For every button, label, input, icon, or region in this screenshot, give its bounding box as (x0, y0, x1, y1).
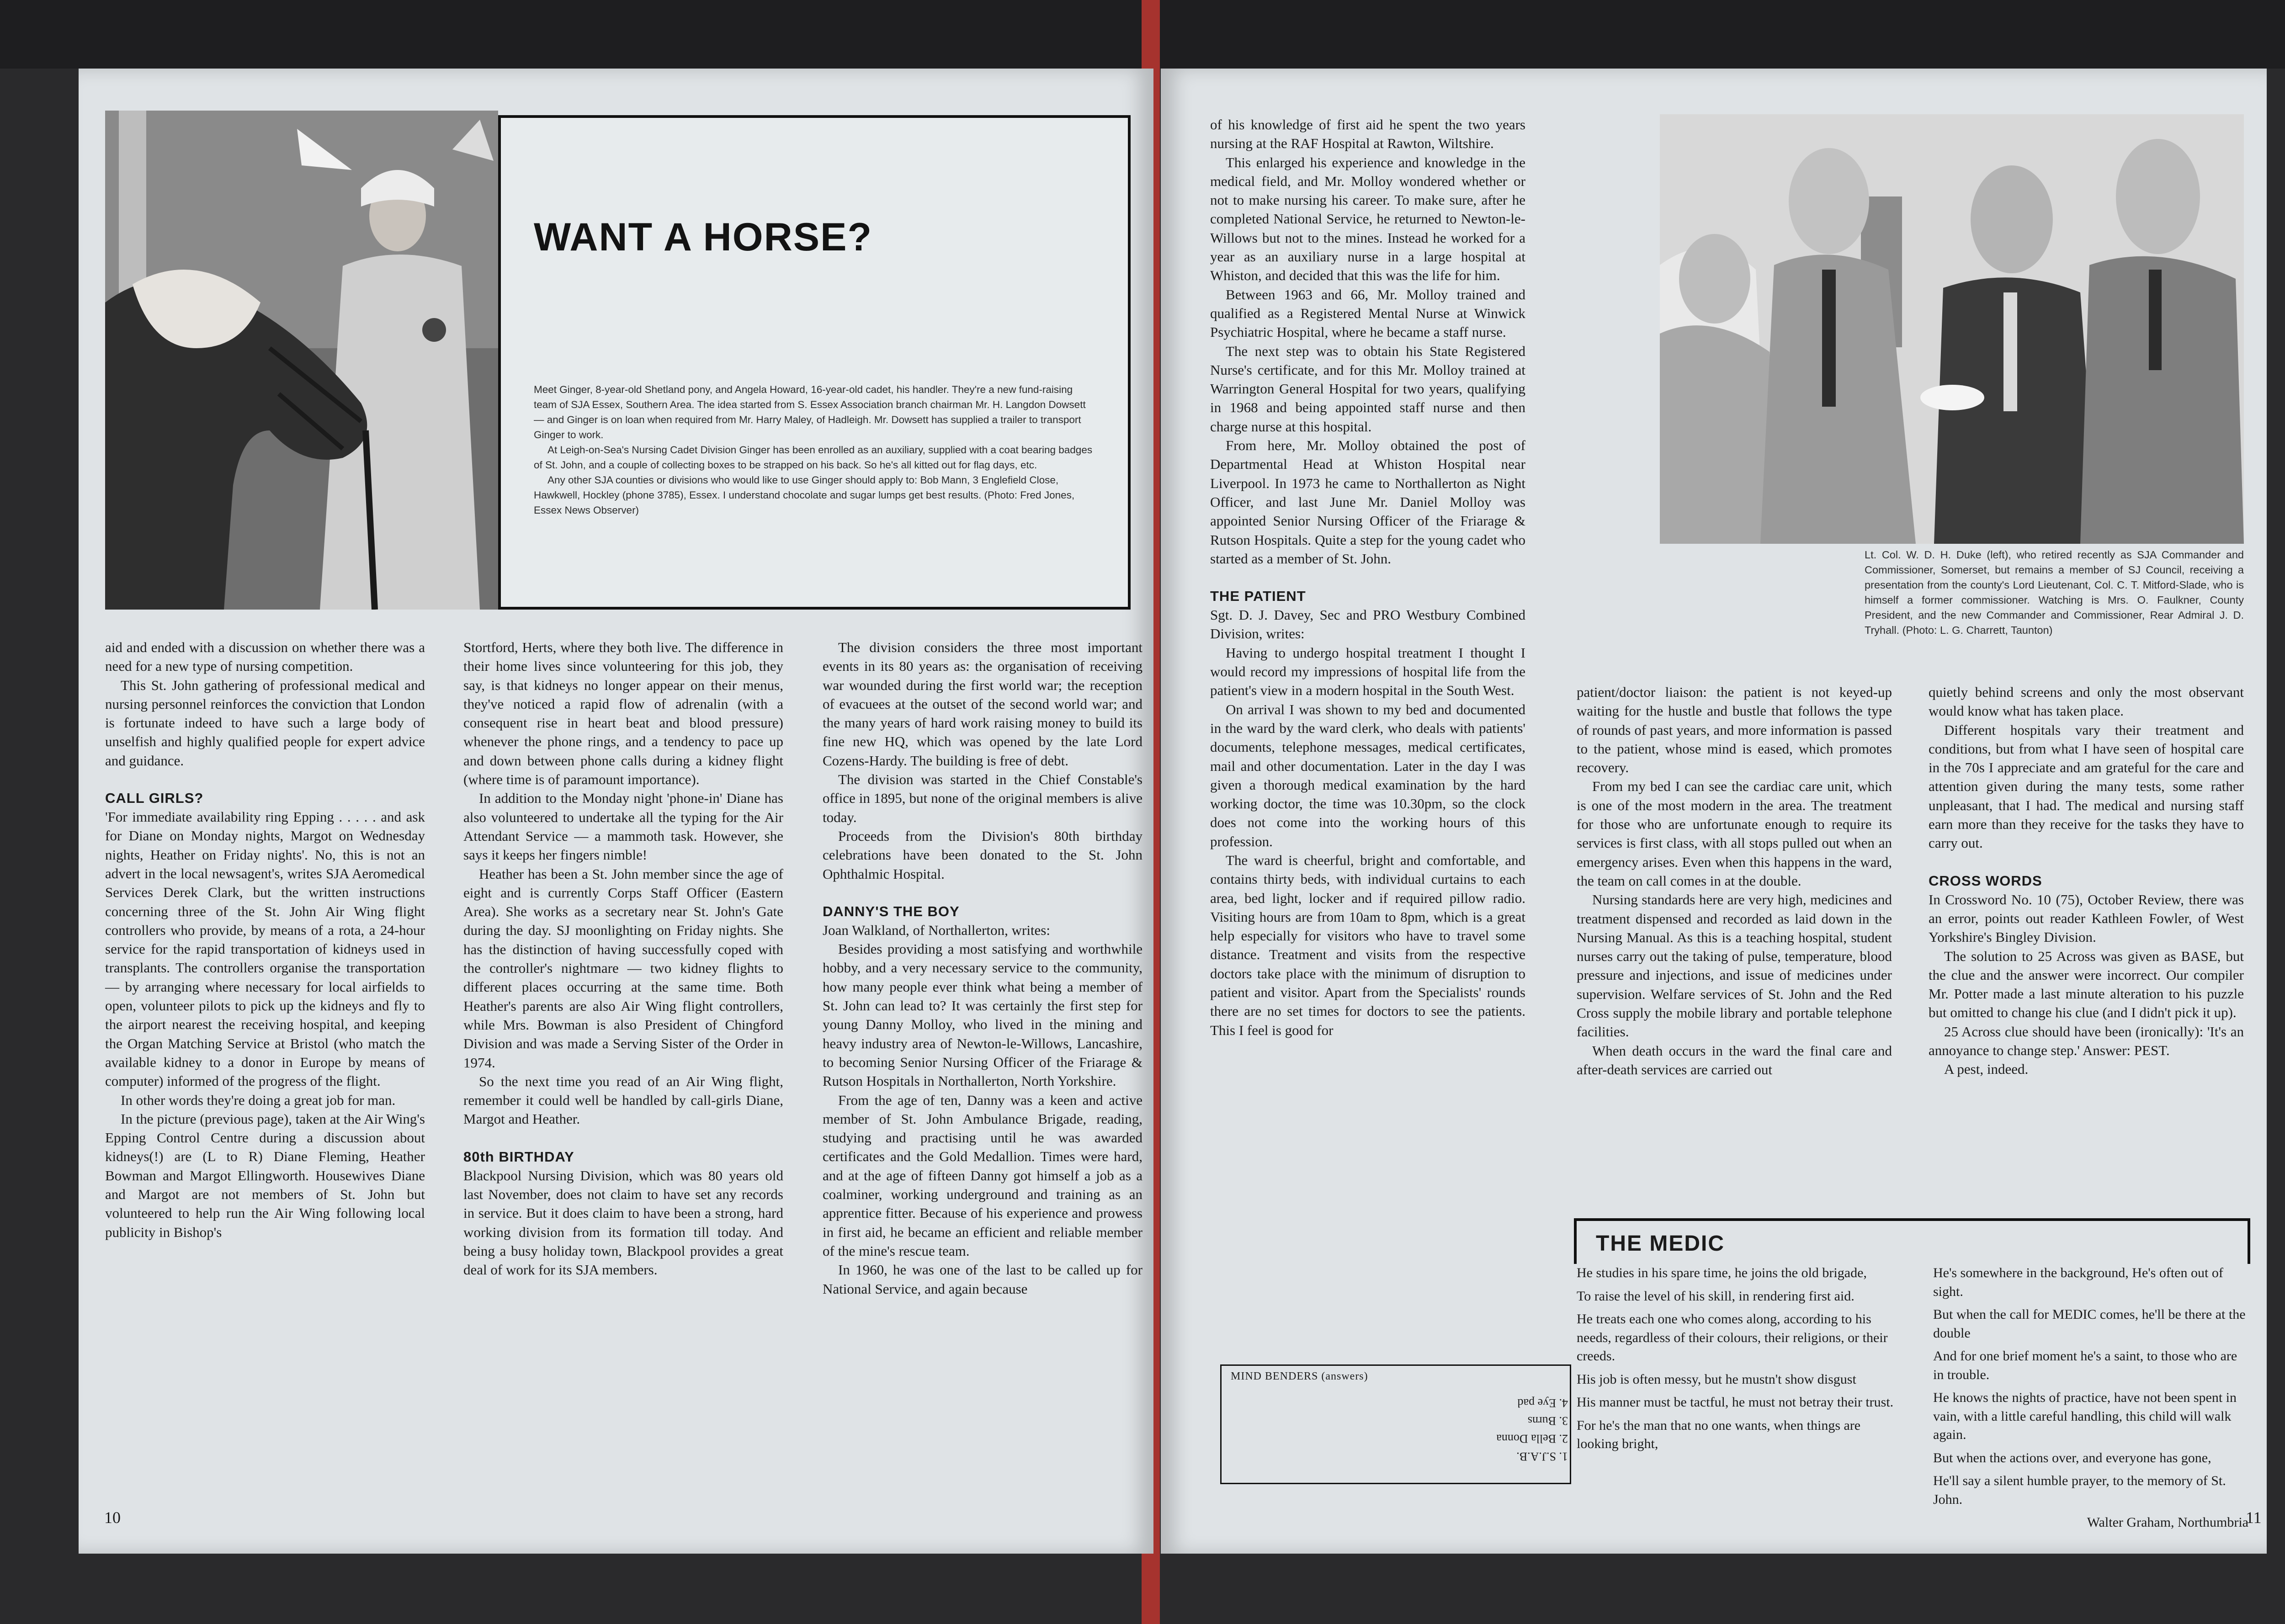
poem-line: His job is often messy, but he mustn't show disgust (1577, 1371, 1856, 1387)
feature-title: WANT A HORSE? (534, 215, 873, 259)
paragraph: In other words they're doing a great job for man. (121, 1092, 396, 1108)
paragraph: Stortford, Herts, where they both live. The difference in their home lives since volunteering for this job, they say, is that kidneys no longer appear on their menus, they've noticed a rapid flow of adrenalin (with a consequent rise in heart beat and blood pressure) whenever the phone rings, and a tendency to pace up and down between phone calls during a kidney flight (where time is of paramount importance). (463, 639, 783, 788)
presentation-photo (1660, 114, 2244, 544)
mind-benders-box (1220, 1364, 1571, 1484)
paragraph: Between 1963 and 66, Mr. Molloy trained and qualified as a Registered Mental Nurse at Winwick Psychiatric Hospital, where he became a staff nurse. (1210, 286, 1525, 340)
answer: 3. Burns (1527, 1414, 1568, 1428)
right-column-1 (1210, 115, 1525, 1040)
medic-rule-right (2248, 1218, 2250, 1264)
paragraph: In Crossword No. 10 (75), October Review, there was an error, points out reader Kathleen Fowler, of West Yorkshire's Bingley Division. (1929, 891, 2244, 945)
paragraph: In 1960, he was one of the last to be called up for National Service, and again because (823, 1262, 1142, 1297)
poem-line: But when the actions over, and everyone has gone, (1933, 1450, 2211, 1465)
left-column-1 (105, 638, 425, 1242)
medic-poem-left (1577, 1264, 1897, 1458)
feature-caption (534, 382, 1096, 518)
poem-line: He knows the nights of practice, have not been spent in vain, with a little careful handling, this child will walk again. (1933, 1390, 2237, 1442)
poem-line: He's somewhere in the background, He's often out of sight. (1933, 1265, 2223, 1299)
paragraph: The ward is cheerful, bright and comfortable, and contains thirty beds, with individual curtains to each area, bed light, locker and if required pillow radio. Visiting hours are from 10am to 8pm, which is a great help especially for visitors who have to travel some distance. Treatment and visits from the respective doctors take place with the minimum of disruption to patient and visitor. Apart from the Specialists' rounds there are no set times for doctors to see the patients. This I feel is good for (1210, 852, 1525, 1038)
left-page (79, 69, 1153, 1554)
answer: 2. Bella Donna (1496, 1432, 1568, 1445)
poem-line: To raise the level of his skill, in rendering first aid. (1577, 1288, 1855, 1304)
paragraph: Different hospitals vary their treatment and conditions, but from what I have seen of hospital care in the 70s I appreciate and am grateful for the care and attention given during the many tests, some rather unpleasant, that I had. The medical and nursing staff earn more than they receive for the tasks they have to carry out. (1929, 722, 2244, 851)
paragraph: The division considers the three most important events in its 80 years as: the organisation of receiving war wounded during the first world war; the reception of evacuees at the outset of the second world war; and the many years of hard work raising money to build its fine new HQ, which was opened by the late Lord Cozens-Hardy. The building is free of debt. (823, 639, 1142, 769)
caption-paragraph: Meet Ginger, 8-year-old Shetland pony, and Angela Howard, 16-year-old cadet, his handler. They're a new fund-raising team of SJA Essex, Southern Area. The idea started from S. Essex Association branch chairman Mr. H. Langdon Dowsett — and Ginger is on loan when required from Mr. Harry Maley, of Hadleigh. Mr. Dowsett has supplied a trailer to transport Ginger to work. (534, 384, 1086, 440)
poem-line: He'll say a silent humble prayer, to the memory of St. John. (1933, 1473, 2226, 1507)
paragraph: From my bed I can see the cardiac care unit, which is one of the most modern in the area. The treatment for those who are unfortunate enough to require its services is first class, with all stops pulled out when an emergency arises. Even when this happens in the ward, the team on call comes in at the double. (1577, 778, 1892, 889)
paragraph: From the age of ten, Danny was a keen and active member of St. John Ambulance Brigade, reading, studying and practising until he was awarded certificates and the Gold Medallion. Times were hard, and at the age of fifteen Danny got himself a job as a coalminer, working underground and training as an apprentice fitter. Because of his experience and prowess in first aid, he became an efficient and reliable member of the mine's rescue team. (823, 1092, 1142, 1259)
medic-rule-left (1574, 1218, 1577, 1264)
mind-benders-title: MIND BENDERS (answers) (1231, 1370, 1368, 1382)
paragraph: On arrival I was shown to my bed and documented in the ward by the ward clerk, who deals with patients' documents, telephone messages, medical certificates, mail and other documentation. Later in the day I was given a thorough medical examination by the hard working doctor, the time was 10.30pm, so the clock does not come into the working hours of this profession. (1210, 701, 1525, 849)
answer: 4. Eye pad (1517, 1396, 1568, 1410)
paragraph: patient/doctor liaison: the patient is not keyed-up waiting for the hustle and bustle that follows the type of rounds of past years, and more information is passed to the patient, whose mind is eased, which promotes recovery. (1577, 684, 1892, 776)
section-heading: CALL GIRLS? (105, 790, 204, 807)
paragraph: quietly behind screens and only the most observant would know what has taken place. (1929, 684, 2244, 719)
paragraph: This St. John gathering of professional medical and nursing personnel reinforces the conviction that London is fortunate indeed to have such a large body of unselfish and highly qualified people for expert advice and guidance. (105, 677, 425, 769)
right-column-2 (1577, 683, 1892, 1079)
section-heading: 80th BIRTHDAY (463, 1148, 574, 1165)
paragraph: aid and ended with a discussion on whether there was a need for a new type of nursing competition. (105, 639, 425, 674)
paragraph: Heather has been a St. John member since the age of eight and is currently Corps Staff Officer (Eastern Area). She works as a secretary near St. John's Gate during the day. SJ moonlighting on Friday nights. She has the distinction of having successfully coped with the controller's nightmare — two kidney flights to different places occurring at the same time. Both Heather's parents are also Air Wing flight controllers, while Mrs. Bowman is also President of Chingford Division and was made a Serving Sister of the Order in 1974. (463, 865, 783, 1071)
byline: Sgt. D. J. Davey, Sec and PRO Westbury Combined Division, writes: (1210, 607, 1525, 642)
caption-paragraph: Any other SJA counties or divisions who would like to use Ginger should apply to: Bob Mann, 3 Englefield Close, Hawkwell, Hockley (phone 3785), Essex. I understand chocolate and sugar lumps get best results. (Photo: Fred Jones, Essex News Observer) (534, 474, 1075, 516)
paragraph: Proceeds from the Division's 80th birthday celebrations have been donated to the St. John Ophthalmic Hospital. (823, 828, 1142, 882)
poem-line: He studies in his spare time, he joins the old brigade, (1577, 1265, 1867, 1280)
section-heading: DANNY'S THE BOY (823, 903, 960, 919)
poem-author: Walter Graham, Northumbria (2087, 1515, 2248, 1530)
paragraph: Besides providing a most satisfying and worthwhile hobby, and a very necessary service to the community, how many people ever think what being a member of St. John can lead to? It was certainly the first step for young Danny Molloy, who lived in the mining and heavy industry area of Newton-le-Willows, Lancashire, to becoming Senior Nursing Officer of the Friarage & Rutson Hospitals in Northallerton, North Yorkshire. (823, 941, 1142, 1089)
answer: 1. S.J.A.B. (1516, 1450, 1568, 1463)
feature-box (498, 115, 1131, 610)
byline: Joan Walkland, of Northallerton, writes: (823, 922, 1050, 938)
poem-line: But when the call for MEDIC comes, he'll be there at the double (1933, 1307, 2246, 1341)
right-page (1161, 69, 2267, 1554)
right-column-3 (1929, 683, 2244, 1079)
paragraph: Nursing standards here are very high, medicines and treatment dispensed and recorded as laid down in the Nursing Manual. As this is a teaching hospital, student nurses carry out the taking of pulse, temperature, blood pressure and injections, and issue of medicines under supervision. Welfare services of St. John and the Red Cross supply the mobile library and portable telephone facilities. (1577, 892, 1892, 1040)
page-number: 10 (104, 1508, 121, 1527)
medic-title: THE MEDIC (1596, 1231, 1725, 1256)
page-number: 11 (2246, 1508, 2262, 1527)
left-column-3 (823, 638, 1142, 1298)
poem-line: And for one brief moment he's a saint, to those who are in trouble. (1933, 1348, 2237, 1382)
caption-paragraph: At Leigh-on-Sea's Nursing Cadet Division Ginger has been enrolled as an auxiliary, supplied with a coat bearing badges of St. John, and a couple of collecting boxes to be strapped on his back. So he's all kitted out for flag days, etc. (534, 444, 1093, 471)
poem-line: He treats each one who comes along, according to his needs, regardless of their colours, their religions, or their creeds. (1577, 1311, 1888, 1364)
paragraph: The division was started in the Chief Constable's office in 1895, but none of the original members is alive today. (823, 771, 1142, 825)
paragraph: A pest, indeed. (1944, 1061, 2029, 1077)
paragraph: 25 Across clue should have been (ironically): 'It's an annoyance to change step.' Answer: PEST. (1929, 1023, 2244, 1059)
medic-poem-right (1933, 1264, 2248, 1532)
medic-rule-top (1574, 1218, 2250, 1221)
paragraph: From here, Mr. Molloy obtained the post of Departmental Head at Whiston Hospital near Liverpool. In 1973 he came to Northallerton as Night Officer, and last June Mr. Daniel Molloy was appointed Senior Nursing Officer of the Friarage & Rutson Hospitals. Quite a step for the young cadet who started as a member of St. John. (1210, 437, 1525, 567)
photo-caption: Lt. Col. W. D. H. Duke (left), who retired recently as SJA Commander and Commissioner, Somerset, but remains a member of SJ Council, receiving a presentation from the county's Lord Lieutenant, Col. C. T. Mitford-Slade, who is himself a former commissioner. Watching is Mrs. O. Faulkner, County President, and the new Commander and Commissioner, Rear Admiral J. D. Tryhall. (Photo: L. G. Charrett, Taunton) (1865, 549, 2244, 636)
left-column-2 (463, 638, 783, 1279)
paragraph: of his knowledge of first aid he spent the two years nursing at the RAF Hospital at Rawton, Wiltshire. (1210, 117, 1525, 152)
paragraph: In the picture (previous page), taken at the Air Wing's Epping Control Centre during a discussion about kidneys(!) are (L to R) Diane Fleming, Heather Bowman and Margot Ellingworth. Housewives Diane and Margot are not members of St. John but volunteered to help run the Air Wing following local publicity in Bishop's (105, 1110, 425, 1240)
mind-benders-answers (1422, 1394, 1568, 1465)
paragraph: Blackpool Nursing Division, which was 80 years old last November, does not claim to have set any records in service. But it does claim to have been a strong, hard working division from its formation till today. And being a busy holiday town, Blackpool provides a great deal of work for its SJA members. (463, 1167, 783, 1278)
paragraph: 'For immediate availability ring Epping . . . . . and ask for Diane on Monday nights, Margot on Wednesday nights, Heather on Friday nights'. No, this is not an advert in the local newsagent's, writes SJA Aeromedical Services Derek Clark, but the written instructions concerning three of the St. John Air Wing flight controllers who provide, by means of a rota, a 24-hour service for the rapid transportation of kidneys used in transplants. The controllers organise the transportation — by arranging where necessary for local airfields to open, volunteer pilots to pick up the kidneys and fly to the airport nearest the receiving hospital, and keeping the Organ Matching Service at Bristol (who match the available kidney to a donor in Europe by means of computer) informed of the progress of the flight. (105, 809, 425, 1089)
paragraph: When death occurs in the ward the final care and after-death services are carried out (1577, 1042, 1892, 1077)
paragraph: So the next time you read of an Air Wing flight, remember it could well be handled by call-girls Diane, Margot and Heather. (463, 1073, 783, 1127)
paragraph: The solution to 25 Across was given as BASE, but the clue and the answer were incorrect. Our compiler Mr. Potter made a last minute alteration to his puzzle but omitted to change his clue (and I didn't pick it up). (1929, 948, 2244, 1021)
poem-line: His manner must be tactful, he must not betray their trust. (1577, 1395, 1894, 1410)
horse-photo (105, 111, 498, 610)
section-heading: CROSS WORDS (1929, 872, 2042, 889)
paragraph: In addition to the Monday night 'phone-in' Diane has also volunteered to undertake all the typing for the Air Attendant Service — a mammoth task. However, she says it keeps her fingers nimble! (463, 790, 783, 863)
paragraph: This enlarged his experience and knowledge in the medical field, and Mr. Molloy wondered whether or not to make nursing his career. To make sure, after he completed National Service, he returned to Newton-le-Willows but not to the mines. Instead he worked for a year as an auxiliary nurse in a large hospital at Whiston, and decided that this was the life for him. (1210, 154, 1525, 284)
section-heading: THE PATIENT (1210, 588, 1306, 605)
poem-line: For he's the man that no one wants, when things are looking bright, (1577, 1417, 1861, 1451)
paragraph: Having to undergo hospital treatment I thought I would record my impressions of hospital life from the patient's view in a modern hospital in the South West. (1210, 644, 1525, 699)
paragraph: The next step was to obtain his State Registered Nurse's certificate, and for this Mr. Molloy trained at Warrington General Hospital for two years, qualifying in 1968 and being appointed staff nurse and then charge nurse at this hospital. (1210, 343, 1525, 435)
